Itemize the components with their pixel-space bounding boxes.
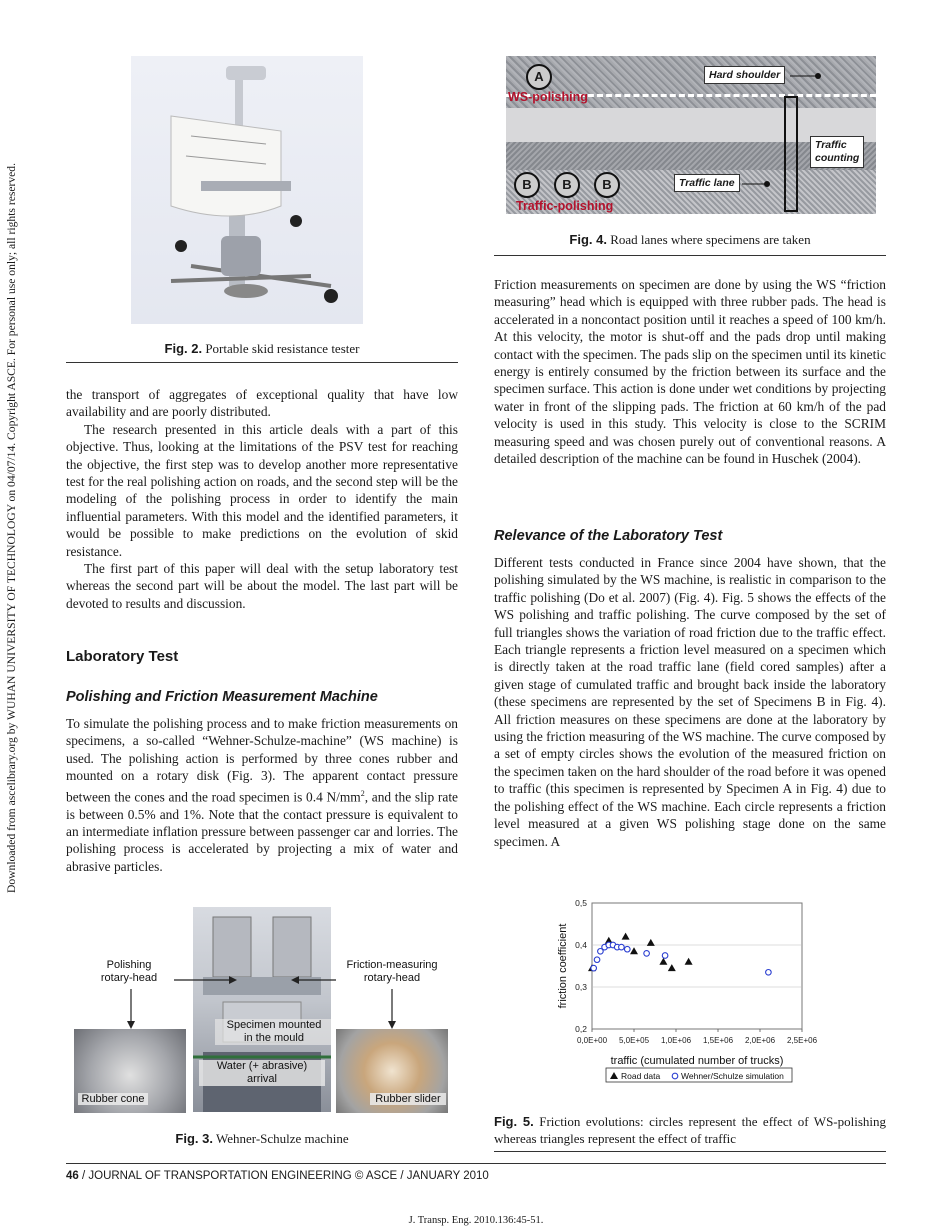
paragraph: the transport of aggregates of exceptional quality that have low availability and are poorly distributed. [66,387,458,420]
subsection-heading-relevance: Relevance of the Laboratory Test [494,528,723,544]
specimen-b-marker: B [514,172,540,198]
ws-simulation-point [766,970,772,976]
specimen-b-marker: B [594,172,620,198]
traffic-polishing-label: Traffic-polishing [516,199,614,213]
friction-head-label: Friction-measuring rotary-head [346,959,438,984]
fig2-rule [66,362,458,363]
fig5-friction-chart [548,895,838,1101]
fig2-photo [131,56,363,324]
x-tick-label: 1,5E+06 [702,1036,734,1045]
paragraph: To simulate the polishing process and to make friction measurements on specimens, a so-called “Wehner-Schulze-machine” (WS machine) is used. The polishing action is performed by three cones rubber and mounted on a rotary disk (Fig. 3). The apparent contact pressure between the cones and the road specimen is 0.4 $N/mm^2$, and the slip rate is between 0.5% and 1%. Note that the contact pressure is equivalent to an intermediate inflation pressure between passenger car and lorries. The polishing process is accelerated by projecting a mix of water and abrasive particles. [66,716,458,874]
specimen-a-marker: A [526,64,552,90]
subsection-heading-polishing-machine: Polishing and Friction Measurement Machine [66,689,378,705]
fig4-rule [494,255,886,256]
y-axis-label: friction coefficient [557,923,569,1009]
ws-simulation-point [644,951,650,957]
y-tick-label: 0,5 [575,898,587,908]
y-tick-label: 0,3 [575,982,587,992]
paragraph: The research presented in this article deals with a part of this objective. Thus, looking at the limitations of the PSV test for reaching the objective, the first step was to develop another more representative test for the real polishing action on roads, and the second step will be the modeling of the polishing process in order to identify the main influential parameters. With this model and the identified parameters, it would be possible to make predictions on the evolution of skid resistance. [66,421,458,559]
ws-polishing-label: WS-polishing [508,90,588,104]
x-tick-label: 2,0E+06 [744,1036,776,1045]
paragraph: The first part of this paper will deal with the setup laboratory test whereas the second part will be about the model. The last part will be devoted to results and discussion. [66,561,458,611]
left-column-text [66,386,458,612]
fig3-arrows [74,905,448,1115]
footer-rule [66,1163,886,1164]
fig4-road-lanes [506,56,876,214]
y-tick-label: 0,4 [575,940,587,950]
plot-area [592,903,802,1029]
fig3-figure [74,905,448,1115]
fig2-caption: Fig. 2. Portable skid resistance tester [164,341,360,356]
traffic-counting-label: Traffic counting [810,136,864,168]
x-tick-label: 1,0E+06 [660,1036,692,1045]
legend-label-road: Road data [621,1071,661,1081]
fig3-caption: Fig. 3. Wehner-Schulze machine [175,1131,349,1146]
ws-simulation-point [624,946,630,952]
skid-tester-illustration [131,56,363,324]
y-tick-label: 0,2 [575,1024,587,1034]
paragraph: Friction measurements on specimen are done by using the WS “friction measuring” head which is equipped with three rubber pads. The head is accelerated in a noncontact position until it reaches a speed of 100 km/h. At this velocity, the motor is shut-off and the pads drop until making contact with the specimen. The pads slip on the specimen until its kinetic energy is entirely consumed by the friction between its surface and the specimen surface. This action is done under wet conditions by projecting water in front of the slipping pads. The friction at 60 km/h of the pad velocity is used in this study. This velocity is close to the SCRIM measuring speed and was chosen purely out of conventional reasons. A detailed description of the machine can be found in Huschek (2004). [494,277,886,467]
ws-simulation-point [619,944,625,950]
polishing-head-label: Polishing rotary-head [100,959,158,984]
footer-citation: J. Transp. Eng. 2010.136:45-51. [408,1215,544,1226]
specimen-label: Specimen mounted in the mould [215,1019,331,1045]
x-tick-label: 2,5E+06 [786,1036,818,1045]
water-label: Water (+ abrasive) arrival [199,1060,325,1086]
ws-simulation-point [594,957,600,963]
traffic-lane-label: Traffic lane [674,174,740,192]
footer-journal: 46 / JOURNAL OF TRANSPORTATION ENGINEERING © ASCE / JANUARY 2010 [66,1170,489,1182]
x-tick-label: 5,0E+05 [618,1036,650,1045]
ws-simulation-point [662,953,668,959]
legend-label-ws: Wehner/Schulze simulation [681,1071,784,1081]
fig5-caption: Fig. 5. Friction evolutions: circles represent the effect of WS-polishing whereas triangles represent the effect of traffic [494,1114,887,1146]
hard-shoulder-label: Hard shoulder [704,66,785,84]
x-tick-label: 0,0E+00 [576,1036,608,1045]
fig4-caption: Fig. 4. Road lanes where specimens are taken [569,232,811,247]
section-heading-laboratory-test: Laboratory Test [66,648,179,665]
rubber-slider-label: Rubber slider [370,1093,446,1105]
specimen-b-marker: B [554,172,580,198]
x-axis-label: traffic (cumulated number of trucks) [610,1055,784,1067]
rubber-cone-label: Rubber cone [78,1093,148,1105]
legend-marker-ws [672,1073,678,1079]
download-notice-sidebar: Downloaded from ascelibrary.org by WUHAN UNIVERSITY OF TECHNOLOGY on 04/07/14. Copyright ASCE. For personal use only; all rights reserved. [5,163,18,893]
ws-simulation-point [591,965,597,971]
fig5-rule [494,1151,886,1152]
paragraph: Different tests conducted in France since 2004 have shown, that the polishing simulated by the WS machine, is realistic in comparison to the traffic polishing (Do et al. 2007) (Fig. 4). Fig. 5 shows the effects of the WS polishing and traffic polishing. The curve composed by the set of full triangles shows the variation of road friction due to the traffic effect. Each triangle represents a friction level measured on a specimen which is directly taken at the road traffic lane (field cored samples) after a given stage of cumulated traffic and brought back inside the laboratory (these specimens are represented by the set of Specimens B in Fig. 4). All friction measures on these specimens are done at the laboratory by using the friction measuring of the WS machine. The curve composed by a set of empty circles shows the evolution of the measured friction on the specimen taken on the hard shoulder of the road before it was opened to traffic (this specimen is represented by Specimen A in Fig. 4) due to the polishing effect of the WS machine. Each circle represents a friction level measured at a given WS polishing stage done on the same specimen. A [494,555,886,849]
